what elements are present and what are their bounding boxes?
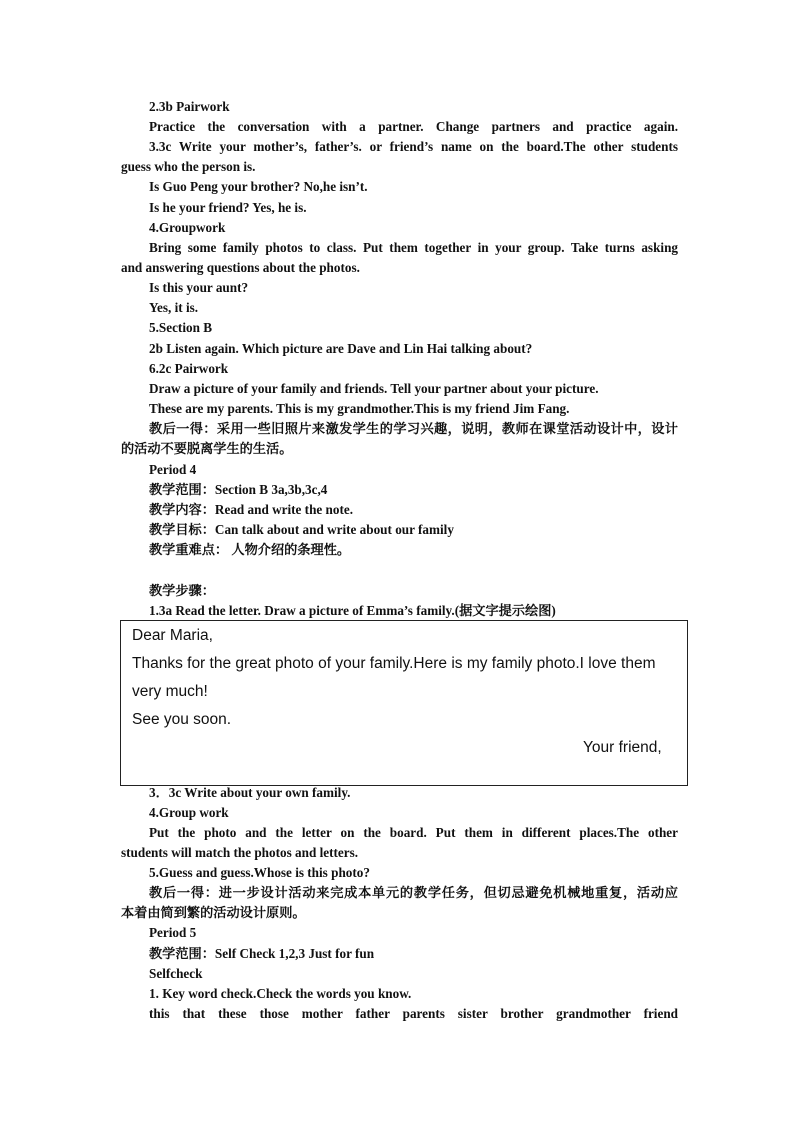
dialogue-line: Is Guo Peng your brother? No,he isn’t. bbox=[149, 179, 368, 194]
paragraph-line: students will match the photos and letters. bbox=[121, 845, 359, 860]
letter-greeting: Dear Maria, bbox=[132, 627, 213, 644]
teaching-goal: 教学目标：Can talk about and write about our family bbox=[149, 522, 454, 537]
paragraph-line: and answering questions about the photos. bbox=[121, 260, 360, 275]
heading-section-b: 5.Section B bbox=[149, 320, 213, 335]
guess-activity: 5.Guess and guess.Whose is this photo? bbox=[149, 865, 370, 880]
reflection-line: 教后一得：采用一些旧照片来激发学生的学习兴趣，说明，教师在课堂活动设计中，设计 bbox=[149, 421, 678, 436]
reflection-line: 的活动不要脱离学生的生活。 bbox=[121, 441, 293, 456]
teaching-content: 教学内容：Read and write the note. bbox=[149, 502, 354, 517]
dialogue-line: Is he your friend? Yes, he is. bbox=[149, 200, 307, 215]
letter-body: Thanks for the great photo of your family.Here is my family photo.I love them bbox=[132, 655, 656, 672]
paragraph-line: Put the photo and the letter on the board. Put them in different places.The other bbox=[149, 825, 678, 840]
paragraph-line: 3.3c Write your mother’s, father’s. or friend’s name on the board.The other students bbox=[149, 139, 678, 154]
key-word-check: 1. Key word check.Check the words you know. bbox=[149, 986, 412, 1001]
teaching-scope: 教学范围：Section B 3a,3b,3c,4 bbox=[149, 482, 328, 497]
teaching-steps-heading: 教学步骤： bbox=[149, 583, 215, 598]
step-3c-line: 3．3c Write about your own family. bbox=[149, 785, 351, 800]
heading-pairwork-2c: 6.2c Pairwork bbox=[149, 361, 229, 376]
letter-closing: See you soon. bbox=[132, 711, 232, 728]
paragraph-line: Practice the conversation with a partner. Change partners and practice again. bbox=[149, 119, 678, 134]
reflection-line: 教后一得：进一步设计活动来完成本单元的教学任务，但切忌避免机械地重复，活动应 bbox=[149, 885, 678, 900]
letter-box bbox=[120, 620, 688, 786]
paragraph-line: 2b Listen again. Which picture are Dave and Lin Hai talking about? bbox=[149, 341, 533, 356]
word-list: this that these those mother father parents sister brother grandmother friend bbox=[149, 1006, 678, 1021]
letter-signoff: Your friend, bbox=[583, 739, 662, 756]
heading-selfcheck: Selfcheck bbox=[149, 966, 203, 981]
teaching-scope: 教学范围：Self Check 1,2,3 Just for fun bbox=[149, 946, 375, 961]
paragraph-line: These are my parents. This is my grandmother.This is my friend Jim Fang. bbox=[149, 401, 570, 416]
dialogue-line: Is this your aunt? bbox=[149, 280, 249, 295]
paragraph-line: Draw a picture of your family and friends. Tell your partner about your picture. bbox=[149, 381, 599, 396]
dialogue-line: Yes, it is. bbox=[149, 300, 199, 315]
heading-groupwork: 4.Groupwork bbox=[149, 220, 226, 235]
heading-group-work: 4.Group work bbox=[149, 805, 229, 820]
heading-period-4: Period 4 bbox=[149, 462, 197, 477]
letter-body: very much! bbox=[132, 683, 208, 700]
heading-period-5: Period 5 bbox=[149, 925, 197, 940]
step-3a-line: 1.3a Read the letter. Draw a picture of Emma’s family.(据文字提示绘图) bbox=[149, 603, 556, 618]
heading-pairwork-3b: 2.3b Pairwork bbox=[149, 99, 230, 114]
paragraph-line: Bring some family photos to class. Put them together in your group. Take turns asking bbox=[149, 240, 678, 255]
paragraph-line: guess who the person is. bbox=[121, 159, 256, 174]
reflection-line: 本着由简到繁的活动设计原则。 bbox=[121, 905, 306, 920]
teaching-focus: 教学重难点： 人物介绍的条理性。 bbox=[149, 542, 351, 557]
